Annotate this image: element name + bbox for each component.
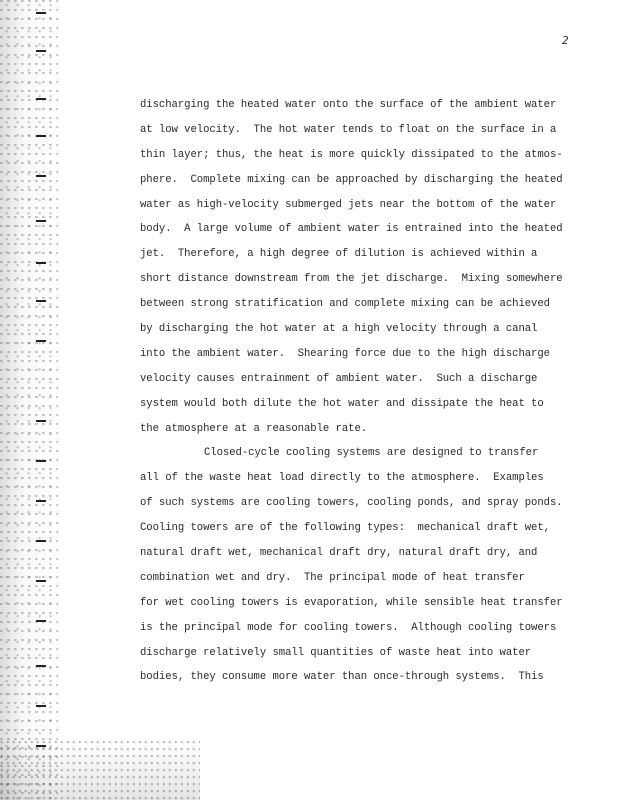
text-line: body. A large volume of ambient water is entrained into the heated	[140, 223, 563, 236]
margin-mark	[36, 12, 46, 14]
page-number: 2	[562, 34, 569, 47]
margin-mark	[36, 620, 46, 622]
text-line: of such systems are cooling towers, cooling ponds, and spray ponds.	[140, 497, 563, 510]
text-line: system would both dilute the hot water and dissipate the heat to	[140, 397, 544, 410]
margin-mark	[36, 500, 46, 502]
text-line: jet. Therefore, a high degree of dilution is achieved within a	[140, 248, 538, 261]
margin-mark	[36, 580, 46, 582]
body-text	[140, 93, 563, 690]
text-line: at low velocity. The hot water tends to float on the surface in a	[140, 123, 557, 136]
text-line: phere. Complete mixing can be approached by discharging the heated	[140, 173, 563, 186]
text-line: water as high-velocity submerged jets near the bottom of the water	[140, 198, 557, 211]
margin-mark	[36, 98, 46, 100]
scan-bottom-shadow	[0, 740, 200, 800]
text-line: by discharging the hot water at a high velocity through a canal	[140, 323, 538, 336]
margin-mark	[36, 540, 46, 542]
margin-mark	[36, 340, 46, 342]
text-line: thin layer; thus, the heat is more quickly dissipated to the atmos-	[140, 148, 563, 161]
margin-mark	[36, 220, 46, 222]
text-line: Cooling towers are of the following types: mechanical draft wet,	[140, 522, 550, 535]
margin-mark	[36, 300, 46, 302]
margin-mark	[36, 665, 46, 667]
margin-mark	[36, 262, 46, 264]
margin-mark	[36, 50, 46, 52]
text-line: bodies, they consume more water than once-through systems. This	[140, 671, 544, 684]
text-line: discharging the heated water onto the surface of the ambient water	[140, 99, 557, 111]
text-line: the atmosphere at a reasonable rate.	[140, 422, 368, 435]
text-line: all of the waste heat load directly to the atmosphere. Examples	[140, 472, 544, 485]
margin-mark	[36, 460, 46, 462]
text-line: between strong stratification and complete mixing can be achieved	[140, 298, 550, 311]
text-line: short distance downstream from the jet discharge. Mixing somewhere	[140, 273, 563, 286]
margin-mark	[36, 135, 46, 137]
text-line: Closed-cycle cooling systems are designed to transfer	[204, 447, 539, 460]
text-line: combination wet and dry. The principal mode of heat transfer	[140, 571, 525, 584]
margin-mark	[36, 175, 46, 177]
text-line: is the principal mode for cooling towers. Although cooling towers	[140, 621, 557, 634]
margin-mark	[36, 745, 46, 747]
margin-mark	[36, 705, 46, 707]
margin-mark	[36, 420, 46, 422]
scan-edge-shadow	[0, 0, 58, 800]
text-line: discharge relatively small quantities of waste heat into water	[140, 646, 532, 659]
text-line: for wet cooling towers is evaporation, while sensible heat transfer	[140, 596, 563, 609]
text-line: natural draft wet, mechanical draft dry, natural draft dry, and	[140, 547, 538, 560]
text-line: velocity causes entrainment of ambient water. Such a discharge	[140, 372, 538, 385]
text-line: into the ambient water. Shearing force due to the high discharge	[140, 347, 550, 360]
